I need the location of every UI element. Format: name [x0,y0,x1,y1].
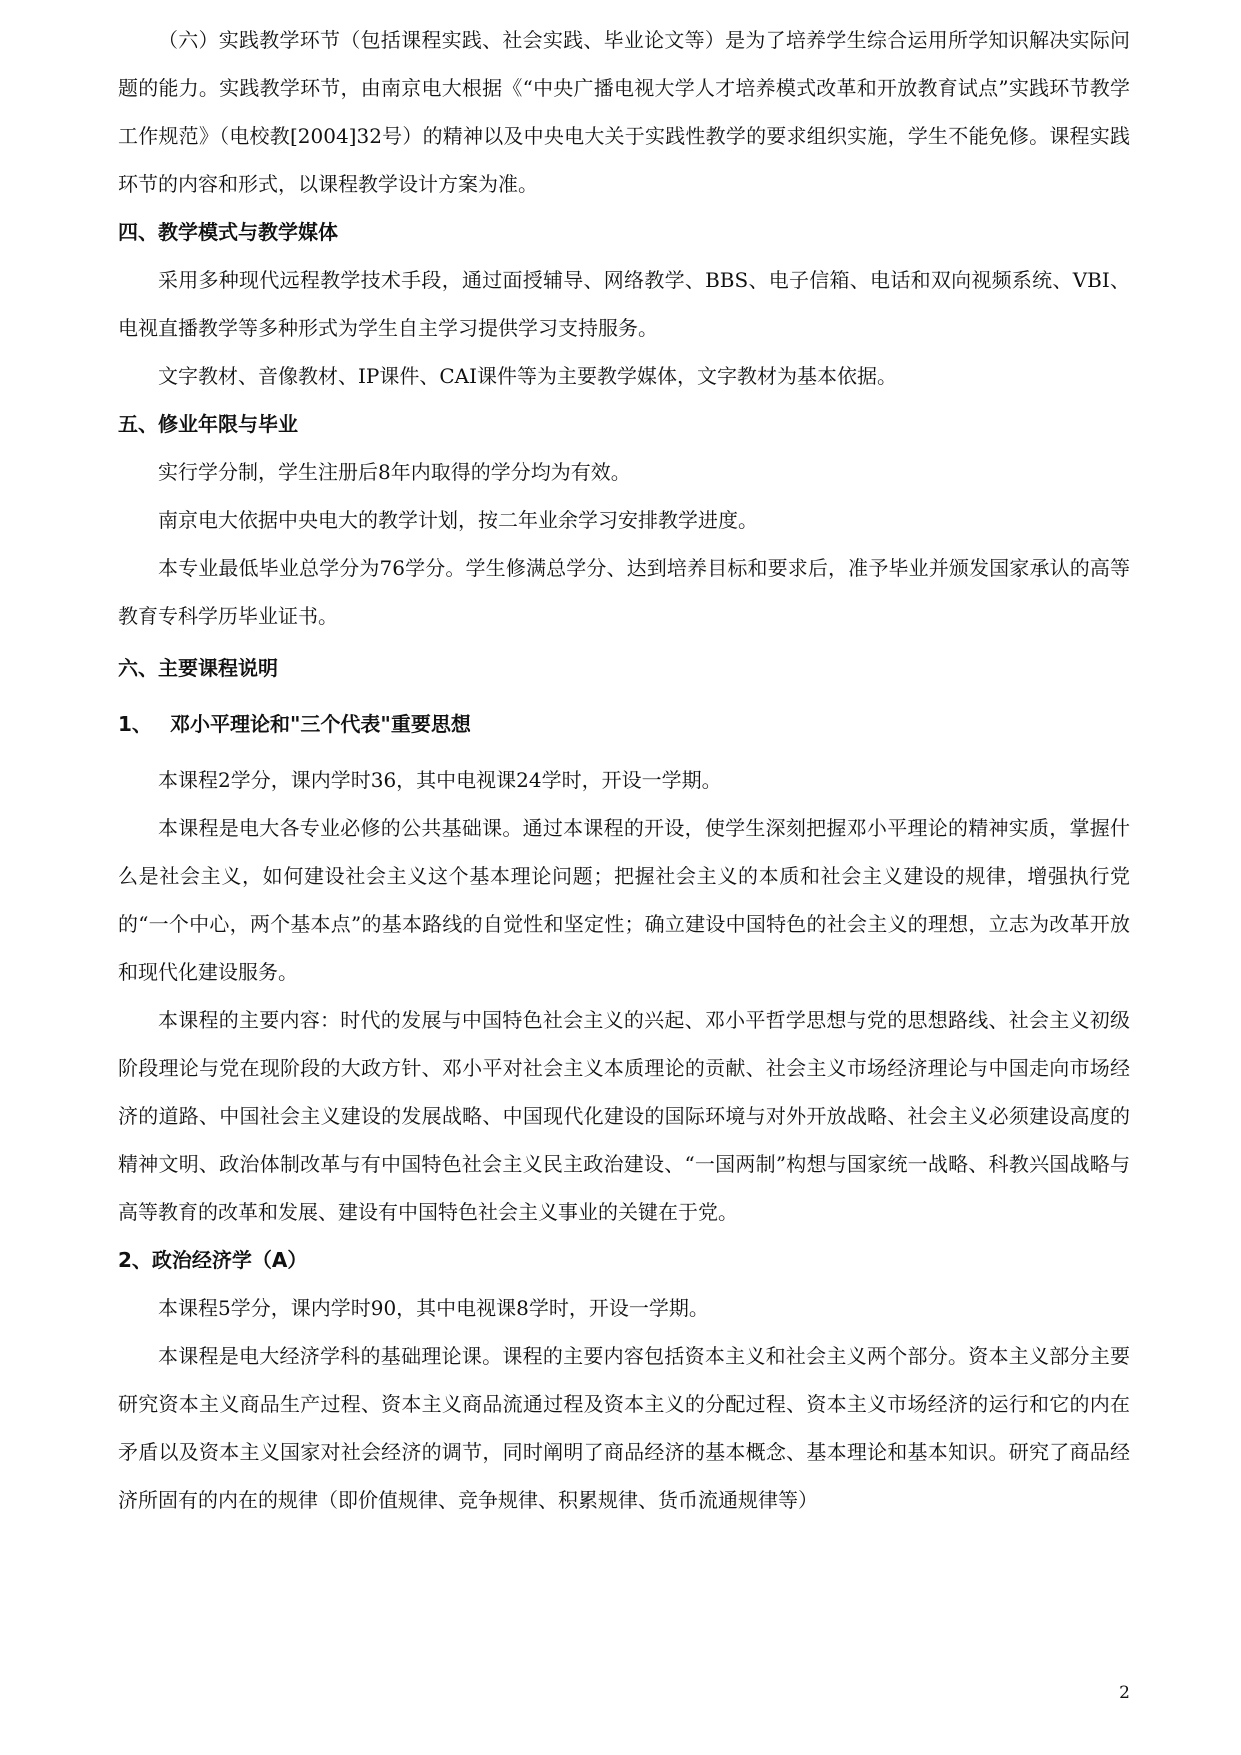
course-title: 邓小平理论和"三个代表"重要思想 [170,712,471,736]
course-credits-paragraph: 本课程2学分，课内学时36，其中电视课24学时，开设一学期。 [158,768,722,792]
course-heading-deng-theory [118,700,1130,748]
course-description-paragraph: 本课程是电大经济学科的基础理论课。课程的主要内容包括资本主义和社会主义两个部分。资本主义部分主要研究资本主义商品生产过程、资本主义商品流通过程及资本主义的分配过程、资本主义市场经济的运行和它的内在矛盾以及资本主义国家对社会经济的调节，同时阐明了商品经济的基本概念、基本理论和基本知识。研究了商品经济所固有的内在的规律（即价值规律、竞争规律、积累规律、货币流通规律等） [118,1344,1130,1512]
schedule-paragraph: 南京电大依据中央电大的教学计划，按二年业余学习安排教学进度。 [158,508,758,532]
course-credits-paragraph: 本课程5学分，课内学时90，其中电视课8学时，开设一学期。 [158,1296,709,1320]
teaching-methods-paragraph: 采用多种现代远程教学技术手段，通过面授辅导、网络教学、BBS、电子信箱、电话和双向视频系统、VBI、电视直播教学等多种形式为学生自主学习提供学习支持服务。 [118,268,1130,340]
teaching-media-paragraph: 文字教材、音像教材、IP课件、CAI课件等为主要教学媒体，文字教材为基本依据。 [158,364,898,388]
graduation-credits-paragraph: 本专业最低毕业总学分为76学分。学生修满总学分、达到培养目标和要求后，准予毕业并颁发国家承认的高等教育专科学历毕业证书。 [118,556,1130,628]
section-heading-teaching-mode: 四、教学模式与教学媒体 [118,220,338,244]
credit-system-paragraph: 实行学分制，学生注册后8年内取得的学分均为有效。 [158,460,631,484]
section-heading-duration-graduation: 五、修业年限与毕业 [118,412,298,436]
section-heading-main-courses: 六、主要课程说明 [118,656,278,680]
course-heading-political-economy: 2、政治经济学（A） [118,1248,308,1272]
page-number: 2 [1119,1683,1130,1703]
document-page [118,0,1130,1755]
course-number: 1、 [118,712,152,736]
course-purpose-paragraph: 本课程是电大各专业必修的公共基础课。通过本课程的开设，使学生深刻把握邓小平理论的精神实质，掌握什么是社会主义，如何建设社会主义这个基本理论问题；把握社会主义的本质和社会主义建设的规律，增强执行党的“一个中心，两个基本点”的基本路线的自觉性和坚定性；确立建设中国特色的社会主义的理想，立志为改革开放和现代化建设服务。 [118,816,1130,984]
course-content-paragraph: 本课程的主要内容：时代的发展与中国特色社会主义的兴起、邓小平哲学思想与党的思想路线、社会主义初级阶段理论与党在现阶段的大政方针、邓小平对社会主义本质理论的贡献、社会主义市场经济理论与中国走向市场经济的道路、中国社会主义建设的发展战略、中国现代化建设的国际环境与对外开放战略、社会主义必须建设高度的精神文明、政治体制改革与有中国特色社会主义民主政治建设、“一国两制”构想与国家统一战略、科教兴国战略与高等教育的改革和发展、建设有中国特色社会主义事业的关键在于党。 [118,1008,1130,1224]
practice-teaching-paragraph: （六）实践教学环节（包括课程实践、社会实践、毕业论文等）是为了培养学生综合运用所学知识解决实际问题的能力。实践教学环节，由南京电大根据《“中央广播电视大学人才培养模式改革和开放教育试点”实践环节教学工作规范》（电校教[2004]32号）的精神以及中央电大关于实践性教学的要求组织实施，学生不能免修。课程实践环节的内容和形式，以课程教学设计方案为准。 [118,28,1130,196]
